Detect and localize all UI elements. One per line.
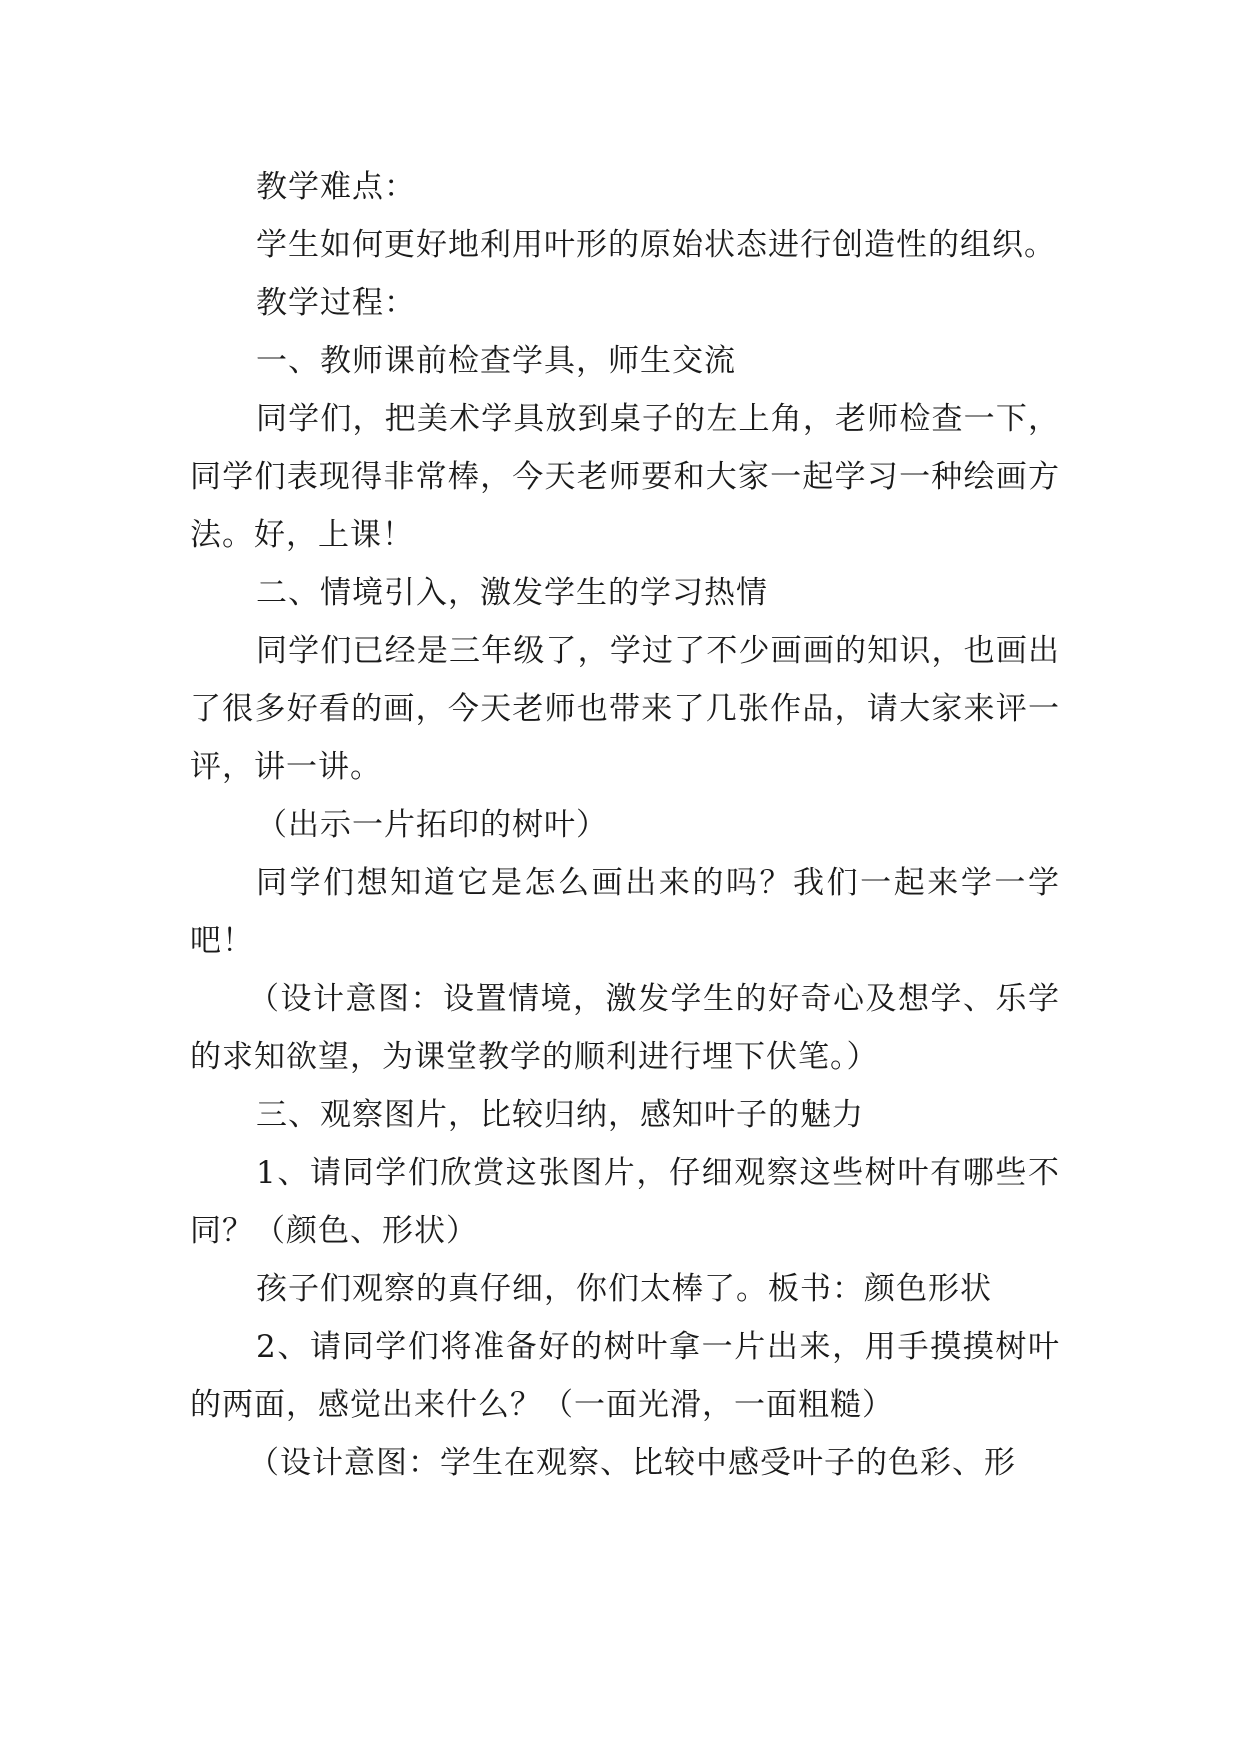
section-heading-1: 一、教师课前检查学具，师生交流 bbox=[256, 343, 736, 379]
heading-teaching-process: 教学过程： bbox=[256, 285, 416, 321]
section-heading-2: 二、情境引入，激发学生的学习热情 bbox=[256, 575, 768, 611]
heading-teaching-difficulty: 教学难点： bbox=[256, 169, 416, 205]
section-heading-3: 三、观察图片，比较归纳，感知叶子的魅力 bbox=[256, 1097, 864, 1133]
paragraph-praise: 孩子们观察的真仔细，你们太棒了。板书：颜色形状 bbox=[256, 1271, 992, 1307]
paragraph-step-1: 1、请同学们欣赏这张图片，仔细观察这些树叶有哪些不同？（颜色、形状） bbox=[190, 1155, 1060, 1249]
paragraph-step-2: 2、请同学们将准备好的树叶拿一片出来，用手摸摸树叶的两面，感觉出来什么？（一面光滑，一面粗糙） bbox=[190, 1329, 1060, 1423]
paragraph-check-tools: 同学们，把美术学具放到桌子的左上角，老师检查一下，同学们表现得非常棒，今天老师要和大家一起学习一种绘画方法。好，上课！ bbox=[190, 401, 1060, 553]
paragraph-design-intent-1: （设计意图：设置情境，激发学生的好奇心及想学、乐学的求知欲望，为课堂教学的顺利进行埋下伏笔。） bbox=[190, 981, 1060, 1075]
paragraph-situation-intro: 同学们已经是三年级了，学过了不少画画的知识，也画出了很多好看的画，今天老师也带来了几张作品，请大家来评一评，讲一讲。 bbox=[190, 633, 1060, 785]
document-body bbox=[190, 158, 1060, 1492]
paragraph-show-leaf: （出示一片拓印的树叶） bbox=[256, 807, 608, 843]
paragraph-design-intent-2: （设计意图：学生在观察、比较中感受叶子的色彩、形 bbox=[248, 1445, 1016, 1481]
paragraph-question: 同学们想知道它是怎么画出来的吗？我们一起来学一学吧！ bbox=[190, 865, 1060, 959]
paragraph-difficulty-text: 学生如何更好地利用叶形的原始状态进行创造性的组织。 bbox=[256, 227, 1056, 263]
